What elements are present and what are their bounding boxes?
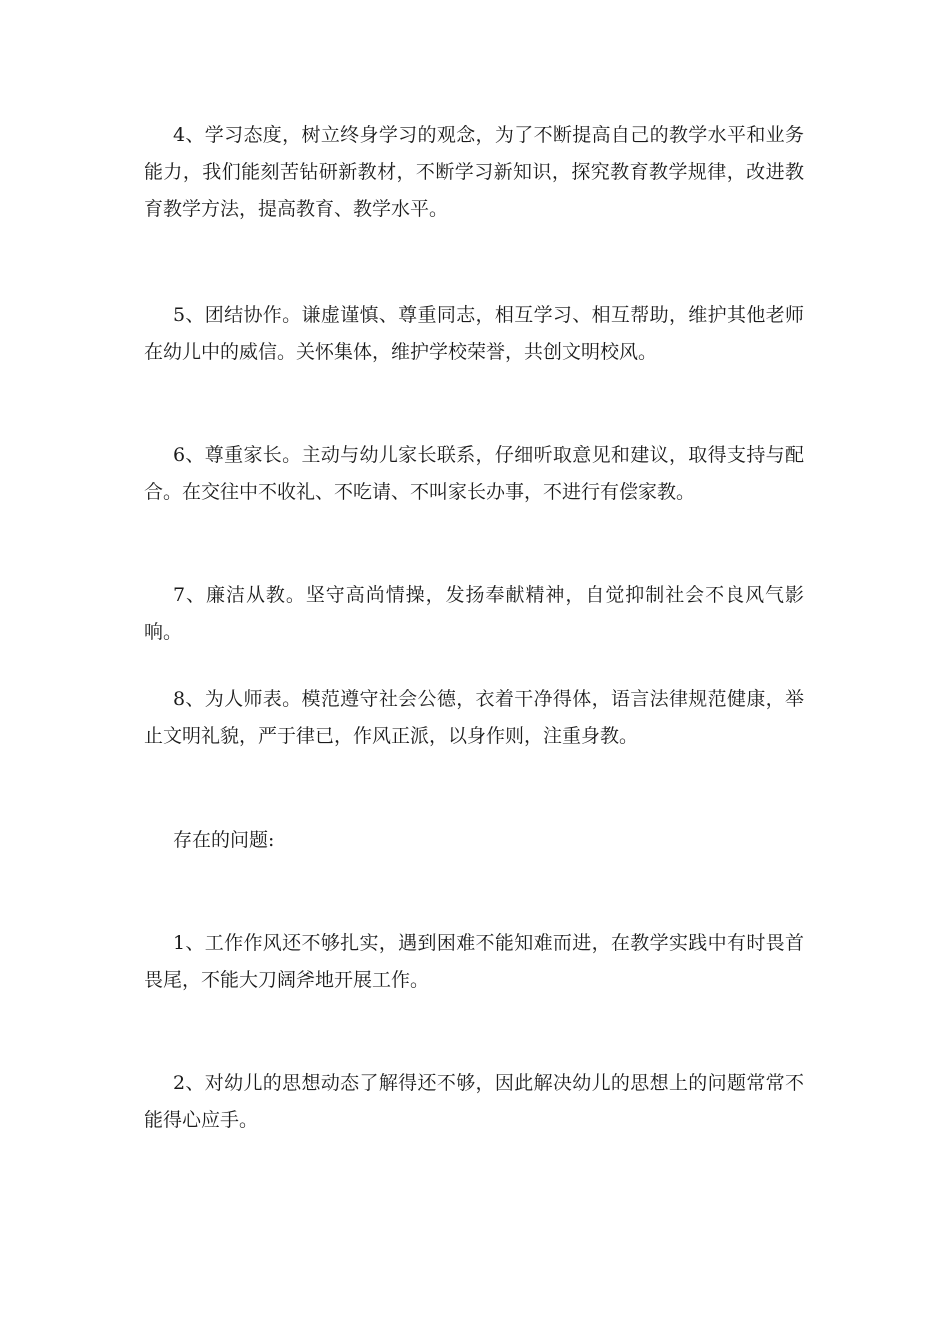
paragraph-role-model: 8、为人师表。模范遵守社会公德，衣着干净得体，语言法律规范健康，举止文明礼貌，严于律已，作风正派，以身作则，注重身教。: [144, 688, 804, 747]
paragraph-learning-attitude: 4、学习态度，树立终身学习的观念，为了不断提高自己的教学水平和业务能力，我们能刻苦钻研新教材，不断学习新知识，探究教育教学规律，改进教育教学方法，提高教育、教学水平。: [144, 124, 804, 220]
paragraph-respect-parents: 6、尊重家长。主动与幼儿家长联系，仔细听取意见和建议，取得支持与配合。在交往中不收礼、不吃请、不叫家长办事，不进行有偿家教。: [144, 444, 804, 503]
paragraph-problem-2: 2、对幼儿的思想动态了解得还不够，因此解决幼儿的思想上的问题常常不能得心应手。: [144, 1072, 804, 1131]
paragraph-teamwork: 5、团结协作。谦虚谨慎、尊重同志，相互学习、相互帮助，维护其他老师在幼儿中的威信。关怀集体，维护学校荣誉，共创文明校风。: [144, 304, 804, 363]
paragraph-problem-1: 1、工作作风还不够扎实，遇到困难不能知难而进，在教学实践中有时畏首畏尾，不能大刀阔斧地开展工作。: [144, 932, 804, 991]
section-heading-problems: 存在的问题:: [173, 829, 275, 851]
paragraph-integrity: 7、廉洁从教。坚守高尚情操，发扬奉献精神，自觉抑制社会不良风气影响。: [144, 584, 804, 643]
